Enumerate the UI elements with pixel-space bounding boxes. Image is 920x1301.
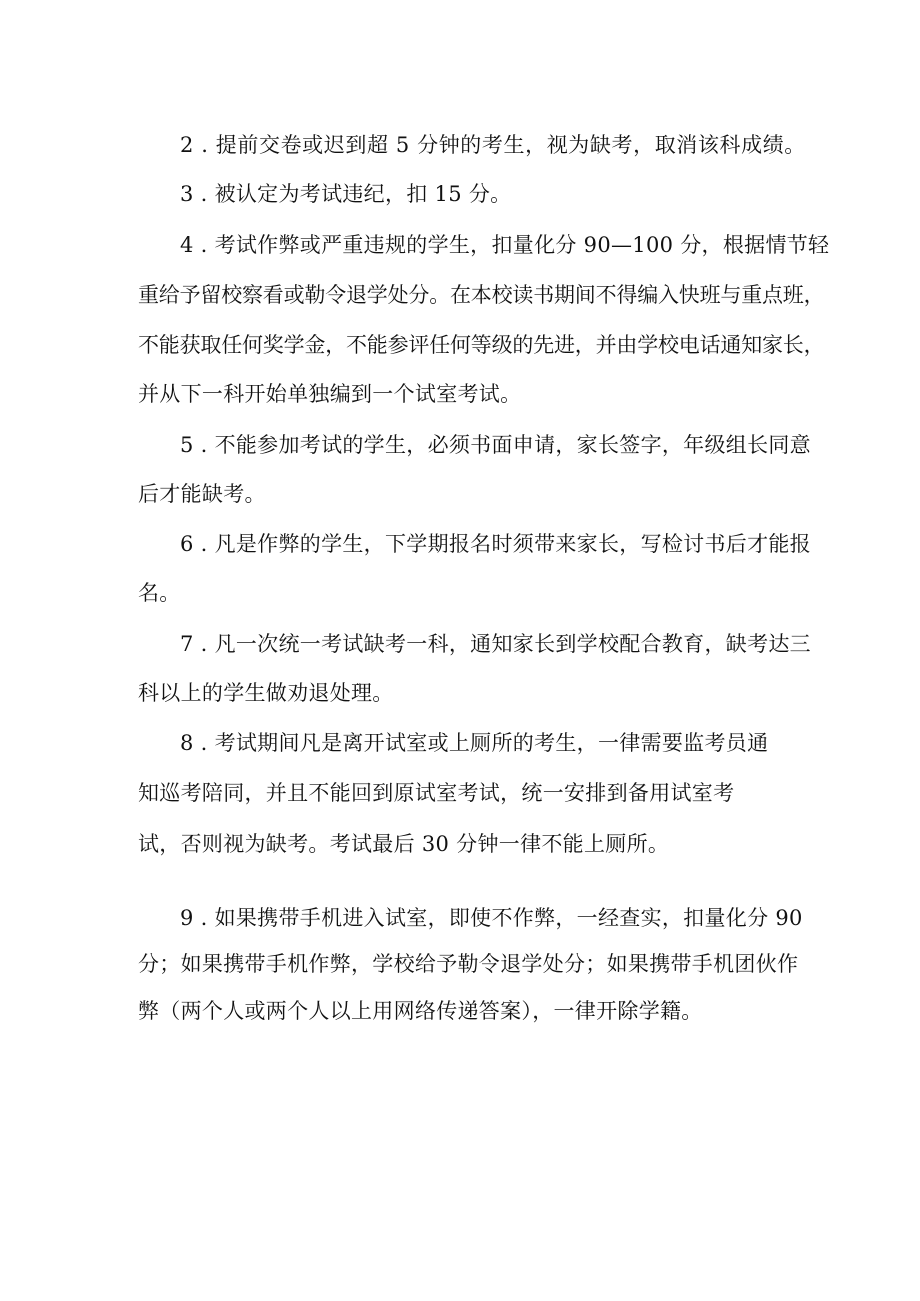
rule-7-line-1: 7 . 凡一次统一考试缺考一科，通知家长到学校配合教育，缺考达三 [180,632,811,656]
rule-8-line-1: 8 . 考试期间凡是离开试室或上厕所的考生，一律需要监考员通 [180,731,769,755]
rule-4-line-1: 4 . 考试作弊或严重违规的学生，扣量化分 90—100 分，根据情节轻 [180,233,830,257]
rule-9-line-3: 弊（两个人或两个人以上用网络传递答案），一律开除学籍。 [138,999,703,1023]
rule-3-line-1: 3 . 被认定为考试违纪，扣 15 分。 [180,182,512,206]
rule-4-line-3: 不能获取任何奖学金，不能参评任何等级的先进，并由学校电话通知家长， [138,333,825,357]
rule-9-line-1: 9 . 如果携带手机进入试室，即使不作弊，一经查实，扣量化分 90 [180,906,803,930]
rule-8-line-2: 知巡考陪同，并且不能回到原试室考试，统一安排到备用试室考 [138,781,735,805]
rule-2-line-1: 2 . 提前交卷或迟到超 5 分钟的考生，视为缺考，取消该科成绩。 [180,133,806,157]
rule-9-line-2: 分；如果携带手机作弊，学校给予勒令退学处分；如果携带手机团伙作 [138,952,799,976]
rule-8-line-3: 试，否则视为缺考。考试最后 30 分钟一律不能上厕所。 [138,832,670,856]
rule-4-line-4: 并从下一科开始单独编到一个试室考试。 [138,382,522,406]
rule-5-line-2: 后才能缺考。 [138,482,266,506]
rule-6-line-1: 6 . 凡是作弊的学生，下学期报名时须带来家长，写检讨书后才能报 [180,532,811,556]
rule-6-line-2: 名。 [138,581,181,605]
rule-7-line-2: 科以上的学生做劝退处理。 [138,681,394,705]
rule-4-line-2: 重给予留校察看或勒令退学处分。在本校读书期间不得编入快班与重点班， [138,283,825,307]
rule-5-line-1: 5 . 不能参加考试的学生，必须书面申请，家长签字，年级组长同意 [180,433,811,457]
